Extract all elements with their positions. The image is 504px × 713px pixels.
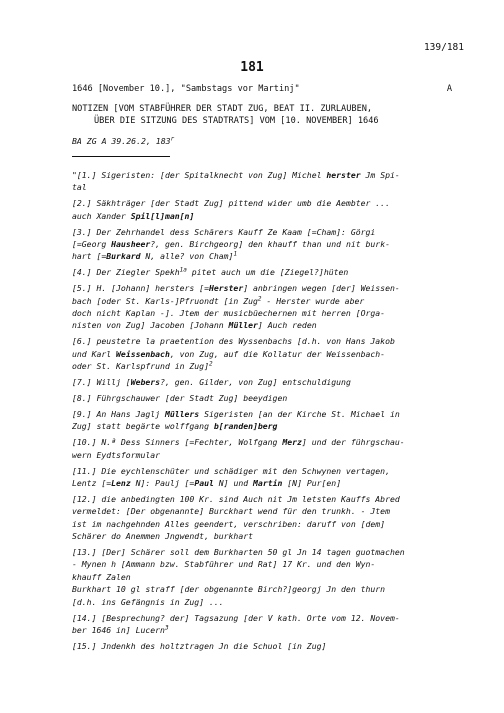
source-text: BA ZG A 39.26.2, 183	[72, 136, 171, 146]
entry-text: und Karl	[72, 348, 117, 359]
entry-line	[72, 307, 442, 319]
name-highlight: Paul	[194, 477, 214, 488]
entry-item	[72, 282, 442, 332]
entry-line	[72, 282, 442, 294]
entry-line	[72, 518, 442, 530]
entry-text: [5.] H. [Johann] hersters [=	[72, 283, 209, 294]
entry-text: [d.h. ins Gefängnis in Zug] ...	[72, 596, 224, 607]
entry-line	[72, 571, 442, 583]
entry-item	[72, 465, 442, 490]
entry-text: Schärer do Anemmen Jngwendt, burkhart	[72, 531, 253, 542]
entry-text: auch Xander	[72, 210, 131, 221]
entry-item	[72, 392, 442, 404]
entry-text: N, alle? von Cham]	[140, 251, 234, 262]
entry-line	[72, 612, 442, 624]
entry-text: ] und der führgschau-	[301, 437, 405, 448]
entry-item	[72, 169, 442, 194]
entry-text: - Herster wurde aber	[261, 295, 365, 306]
title-line-1: NOTIZEN [VOM STABFÜHRER DER STADT ZUG, BEAT II. ZURLAUBEN,	[72, 104, 373, 114]
title-line-2: ÜBER DIE SITZUNG DES STADTRATS] VOM [10. NOVEMBER] 1646	[94, 116, 379, 126]
entry-item	[72, 408, 442, 433]
entry-text: ] anbringen wegen [der] Weissen-	[243, 283, 400, 294]
entry-text: [6.] peustetre la praetention des Wyssenbachs [d.h. von Hans Jakob	[72, 336, 395, 347]
entry-item	[72, 197, 442, 222]
entry-line	[72, 360, 442, 372]
document-title	[72, 103, 452, 127]
entry-line	[72, 477, 442, 489]
entry-line	[72, 238, 442, 250]
entry-line	[72, 335, 442, 347]
source-superscript: r	[170, 135, 175, 143]
entry-line	[72, 392, 442, 404]
entry-text: pitet auch um die [Ziegel?]hüten	[186, 267, 349, 278]
name-highlight: Burkard	[106, 251, 141, 262]
entry-text: ] Auch reden	[257, 320, 317, 331]
entry-line	[72, 266, 442, 278]
entry-text: ber 1646 in] Lucern	[72, 624, 165, 635]
entry-text: doch nicht Kaplan -]. Jtem der musicbüechernen mit herren [Orga-	[72, 308, 386, 319]
entry-item	[72, 640, 442, 652]
dateline-letter: A	[446, 84, 452, 94]
entry-line	[72, 449, 442, 461]
entry-text: [15.] Jndenkh des holtztragen Jn die Schuol [in Zug]	[72, 640, 327, 651]
entry-text: bach [oder St. Karls-]Pfruondt [in Zug	[72, 295, 258, 306]
entry-line	[72, 640, 442, 652]
footnote-marker: 3	[164, 624, 169, 632]
footnote-marker: 2	[208, 360, 213, 368]
name-highlight: Weissenbach	[116, 348, 170, 359]
name-highlight: Herster	[208, 283, 244, 294]
entry-text: N] und	[213, 477, 254, 488]
entry-item	[72, 266, 442, 278]
entry-item	[72, 376, 442, 388]
entry-text: [3.] Der Zehrhandel dess Schärers Kauff Ze Kaam [=Cham]: Görgi	[72, 226, 376, 237]
entry-text: Zug] statt begärte wolffgang	[72, 421, 214, 432]
entry-text: N]: Paulj [=	[130, 477, 195, 488]
entry-text: hart [=	[72, 251, 107, 262]
entry-line	[72, 558, 442, 570]
entry-line	[72, 376, 442, 388]
entry-line	[72, 505, 442, 517]
footnote-marker: 1a	[179, 266, 187, 274]
name-highlight: Hausheer	[111, 239, 151, 250]
entry-line	[72, 493, 442, 505]
entry-line	[72, 294, 442, 307]
entry-item	[72, 335, 442, 372]
entry-text: khauff Zalen	[72, 571, 131, 582]
entry-item	[72, 226, 442, 263]
footnote-marker: 1	[233, 250, 238, 258]
document-number: 181	[240, 60, 264, 75]
entry-text: [7.] Willj [	[72, 377, 131, 388]
footnote-marker: 2	[257, 294, 262, 302]
entry-line	[72, 420, 442, 432]
entry-text: Jm Spi-	[360, 170, 400, 180]
entry-line	[72, 436, 442, 448]
entry-text: [8.] Führgschauwer [der Stadt Zug] beeydigen	[72, 393, 288, 403]
entry-line	[72, 226, 442, 238]
entry-line	[72, 348, 442, 360]
name-highlight: Müller	[228, 320, 258, 331]
name-highlight: Merz	[282, 437, 302, 448]
entry-item	[72, 546, 442, 608]
name-highlight: Müllers	[164, 408, 200, 419]
dateline	[72, 84, 452, 94]
entry-item	[72, 612, 442, 637]
entries-list	[72, 169, 442, 656]
entry-text: [2.] Säkhträger [der Stadt Zug] pittend wider umb die Aembter ...	[72, 198, 390, 209]
entry-text: - Mynen h [Ammann bzw. Stabführer und Rat] 17 Kr. und den Wyn-	[72, 559, 376, 570]
separator-rule	[72, 156, 170, 157]
name-highlight: Spil[l]man[n]	[130, 210, 195, 221]
entry-text: ?, gen. Birchgeorg] den khauff than und nit burk-	[150, 239, 390, 250]
name-highlight: Lenz	[111, 477, 131, 488]
entry-text: [4.] Der Ziegler Spekh	[72, 267, 180, 278]
entry-text: [10.] N.ª Dess Sinners [=Fechter, Wolfgang	[72, 437, 283, 448]
entry-line	[72, 181, 442, 193]
entry-text: wern Eydtsformular	[72, 449, 161, 460]
name-highlight: Webers	[130, 377, 161, 388]
entry-line	[72, 624, 442, 636]
entry-text: [N] Pur[en]	[282, 477, 342, 488]
entry-line	[72, 319, 442, 331]
entry-line	[72, 465, 442, 477]
entry-text: tal	[72, 182, 87, 193]
entry-text: [13.] [Der] Schärer soll dem Burkharten 50 gl Jn 14 tagen guotmachen	[72, 546, 405, 557]
source-reference	[72, 136, 174, 146]
entry-text: ?, gen. Gilder, von Zug] entschuldigung	[160, 377, 351, 388]
page-counter: 139/181	[423, 42, 464, 53]
name-highlight: herster	[326, 170, 361, 180]
entry-text: , von Zug, auf die Kollatur der Weissenbach-	[169, 348, 386, 359]
entry-line	[72, 546, 442, 558]
entry-line	[72, 530, 442, 542]
entry-text: [11.] Die eychlenschüter und schädiger mit den Schwynen vertagen,	[72, 465, 390, 476]
entry-line	[72, 408, 442, 420]
entry-text: [14.] [Besprechung? der] Tagsazung [der V kath. Orte vom 12. Novem-	[72, 612, 400, 623]
name-highlight: b[randen]berg	[213, 421, 278, 432]
entry-text: vermeldet: [Der obgenannte] Burckhart wend für den trunkh. - Jtem	[72, 506, 390, 517]
entry-text: "[1.] Sigeristen: [der Spitalknecht von Zug] Michel	[72, 170, 327, 180]
entry-item	[72, 436, 442, 461]
entry-line	[72, 197, 442, 209]
entry-text: Sigeristen [an der Kirche St. Michael in	[199, 408, 400, 419]
entry-text: Burkhart 10 gl straff [der obgenannte Birch?]georgj Jn den thurn	[72, 584, 386, 595]
entry-line	[72, 596, 442, 608]
dateline-text: 1646 [November 10.], "Sambstags vor Martinj"	[72, 84, 300, 94]
entry-line	[72, 583, 442, 595]
entry-line	[72, 250, 442, 262]
entry-line	[72, 169, 442, 181]
entry-item	[72, 493, 442, 543]
name-highlight: Martin	[253, 477, 283, 488]
entry-text: [12.] die anbedingten 100 Kr. sind Auch nit Jm letsten Kauffs Abred	[72, 493, 400, 504]
entry-text: [9.] An Hans Jaglj	[72, 408, 165, 419]
entry-text: ist im nachgehnden Alles geendert, verschriben: daruff von [dem]	[72, 518, 386, 529]
entry-text: oder St. Karlspfrund in Zug]	[72, 361, 209, 372]
entry-text: Lentz [=	[72, 477, 112, 488]
entry-text: nisten von Zug] Jacoben [Johann	[72, 320, 229, 331]
entry-text: [=Georg	[72, 239, 112, 250]
entry-line	[72, 210, 442, 222]
